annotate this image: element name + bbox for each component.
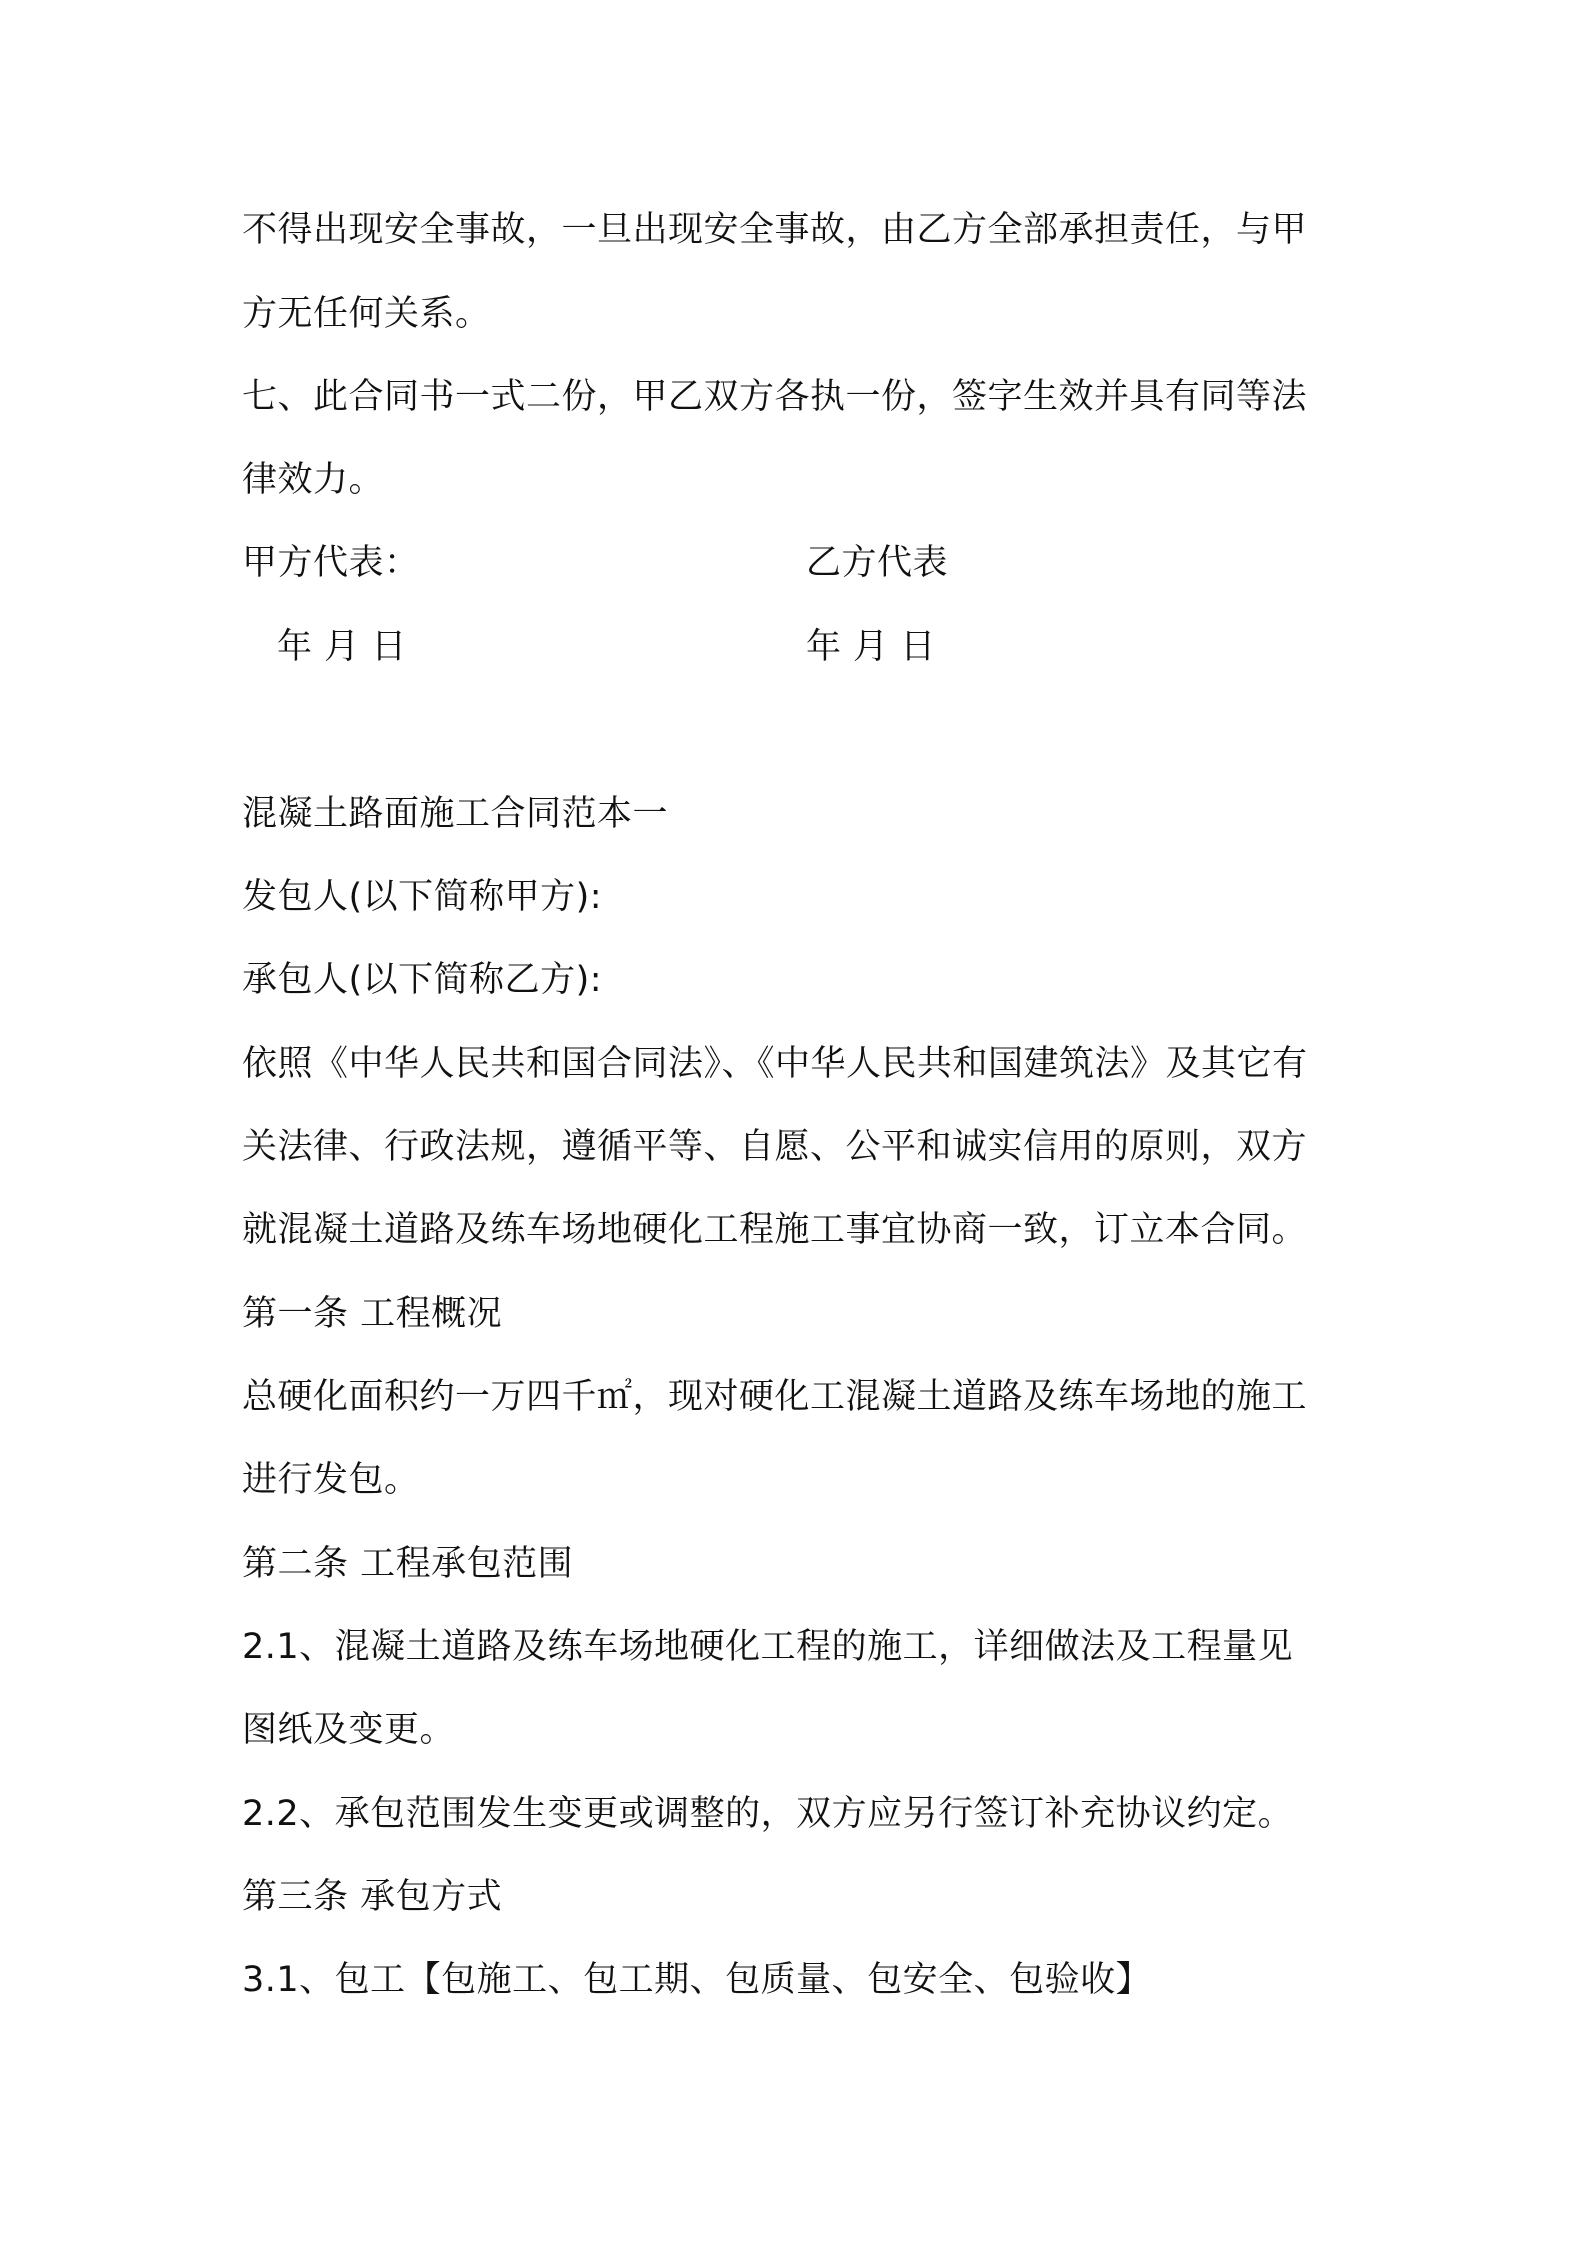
employer-line: 发包人(以下简称甲方): — [242, 877, 603, 917]
article-three-item-line: 3.1、包工【包施工、包工期、包质量、包安全、包验收】 — [242, 1960, 1152, 2000]
body-line: 不得出现安全事故，一旦出现安全事故，由乙方全部承担责任，与甲 — [242, 210, 1308, 250]
article-three-heading: 第三条 承包方式 — [242, 1877, 503, 1917]
party-a-representative-label: 甲方代表： — [242, 543, 420, 583]
preamble-line: 依照《中华人民共和国合同法》、《中华人民共和国建筑法》及其它有 — [242, 1044, 1308, 1084]
party-b-representative-label: 乙方代表 — [806, 543, 949, 583]
article-two-heading: 第二条 工程承包范围 — [242, 1544, 574, 1584]
article-two-item-line: 2.2、承包范围发生变更或调整的，双方应另行签订补充协议约定。 — [242, 1794, 1294, 1834]
clause-seven-line: 律效力。 — [242, 460, 385, 500]
clause-seven-line: 七、此合同书一式二份，甲乙双方各执一份，签字生效并具有同等法 — [242, 377, 1308, 417]
article-one-line: 总硬化面积约一万四千㎡，现对硬化工混凝土道路及练车场地的施工 — [242, 1377, 1308, 1417]
article-one-heading: 第一条 工程概况 — [242, 1294, 503, 1334]
article-two-item-line: 图纸及变更。 — [242, 1710, 456, 1750]
preamble-line: 就混凝土道路及练车场地硬化工程施工事宜协商一致，订立本合同。 — [242, 1210, 1308, 1250]
party-b-date-label: 年 月 日 — [806, 627, 936, 667]
party-a-date-label: 年 月 日 — [277, 627, 407, 667]
article-one-line: 进行发包。 — [242, 1460, 420, 1500]
contractor-line: 承包人(以下简称乙方): — [242, 960, 603, 1000]
contract-title: 混凝土路面施工合同范本一 — [242, 794, 669, 834]
body-line: 方无任何关系。 — [242, 294, 491, 334]
preamble-line: 关法律、行政法规，遵循平等、自愿、公平和诚实信用的原则，双方 — [242, 1127, 1308, 1167]
article-two-item-line: 2.1、混凝土道路及练车场地硬化工程的施工，详细做法及工程量见 — [242, 1627, 1294, 1667]
